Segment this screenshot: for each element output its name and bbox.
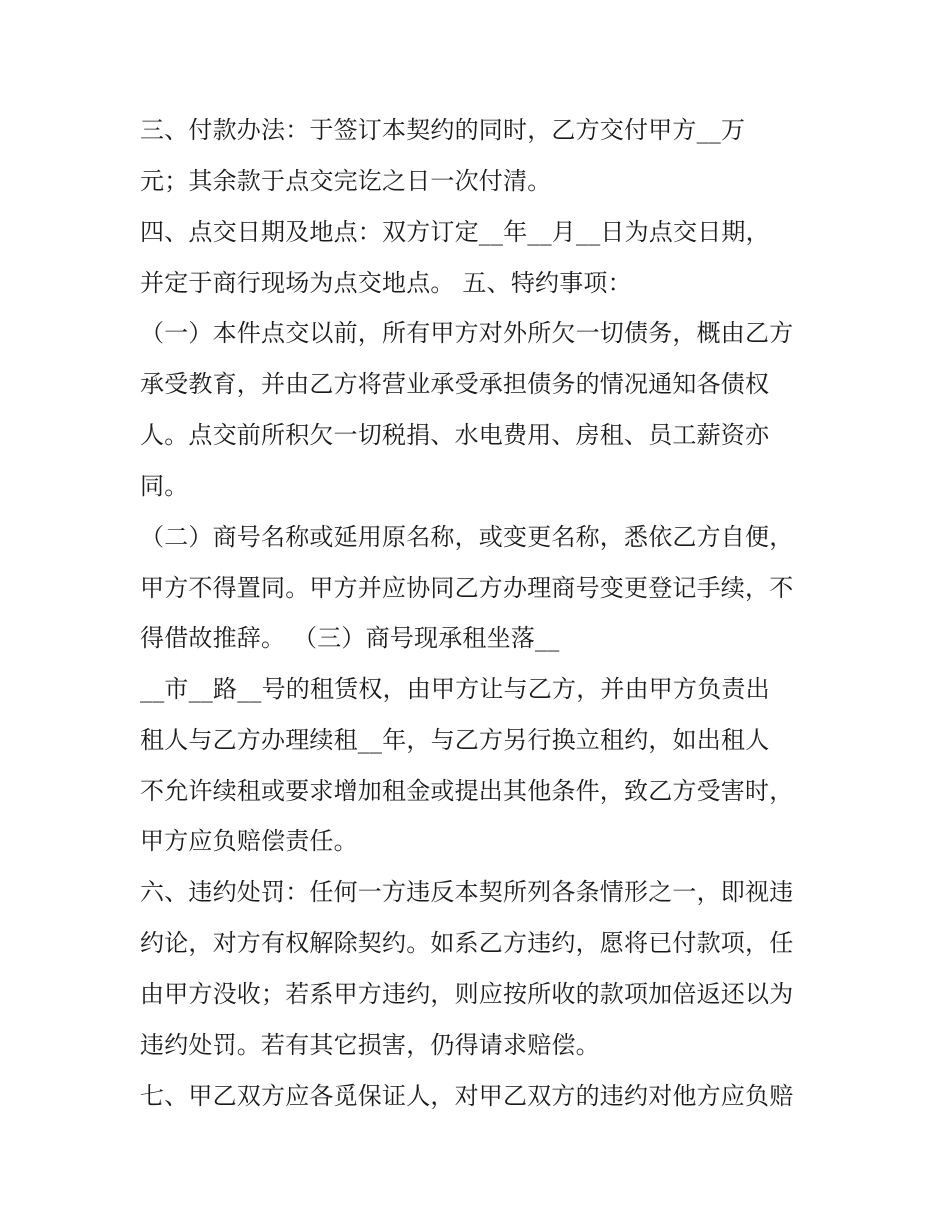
text-line-14: 不允许续租或要求增加租金或提出其他条件，致乙方受害时， — [140, 777, 794, 805]
text-line-13: 租人与乙方办理续租__年，与乙方另行换立租约，如出租人 — [140, 726, 770, 754]
text-line-20: 七、甲乙双方应各觅保证人，对甲乙双方的违约对他方应负赔 — [140, 1082, 794, 1110]
text-line-4: 并定于商行现场为点交地点。 五、特约事项： — [140, 269, 632, 297]
text-line-16: 六、违约处罚：任何一方违反本契所列各条情形之一，即视违 — [140, 878, 794, 906]
text-line-7: 人。点交前所积欠一切税捐、水电费用、房租、员工薪资亦 — [140, 421, 770, 449]
text-line-17: 约论，对方有权解除契约。如系乙方违约，愿将已付款项，任 — [140, 929, 794, 957]
text-line-19: 违约处罚。若有其它损害，仍得请求赔偿。 — [140, 1031, 600, 1059]
text-line-12: __市__路__号的租赁权，由甲方让与乙方，并由甲方负责出 — [140, 675, 770, 703]
text-line-1: 三、付款办法：于签订本契约的同时，乙方交付甲方__万 — [140, 116, 746, 144]
text-line-10: 甲方不得置同。甲方并应协同乙方办理商号变更登记手续，不 — [140, 574, 794, 602]
text-line-11: 得借故推辞。 （三）商号现承租坐落__ — [140, 624, 560, 652]
text-line-5: （一）本件点交以前，所有甲方对外所欠一切债务，概由乙方 — [140, 319, 794, 347]
text-line-15: 甲方应负赔偿责任。 — [140, 827, 358, 855]
text-line-2: 元；其余款于点交完讫之日一次付清。 — [140, 167, 552, 195]
text-line-9: （二）商号名称或延用原名称，或变更名称，悉依乙方自便， — [140, 523, 794, 551]
text-line-6: 承受教育，并由乙方将营业承受承担债务的情况通知各债权 — [140, 370, 770, 398]
text-line-3: 四、点交日期及地点：双方订定__年__月__日为点交日期， — [140, 218, 770, 246]
text-line-18: 由甲方没收；若系甲方违约，则应按所收的款项加倍返还以为 — [140, 980, 794, 1008]
text-line-8: 同。 — [140, 472, 189, 500]
